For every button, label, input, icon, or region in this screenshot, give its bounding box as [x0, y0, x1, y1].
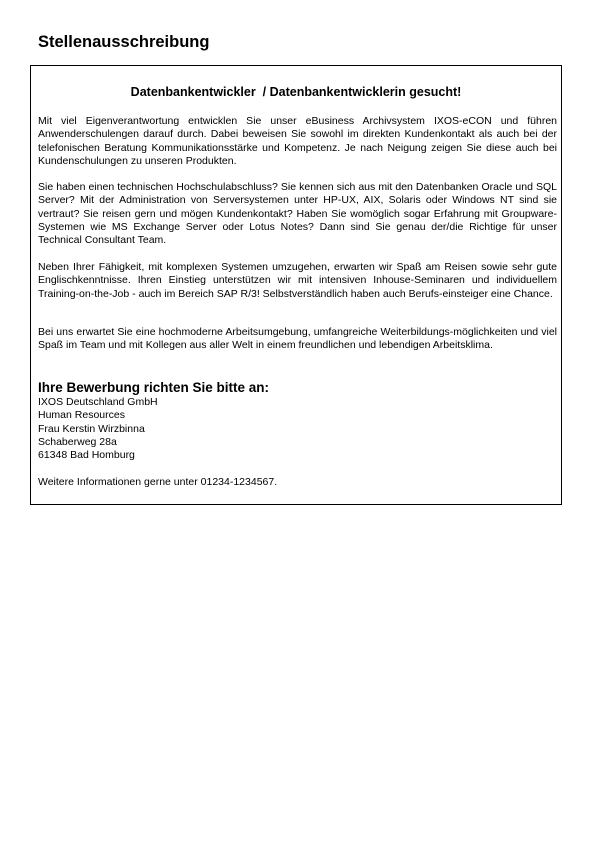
address-street: Schaberweg 28a — [38, 435, 117, 448]
address-city: 61348 Bad Homburg — [38, 449, 135, 462]
page-title: Stellenausschreibung — [38, 33, 210, 51]
paragraph-expectations: Neben Ihrer Fähigkeit, mit komplexen Systemen umzugehen, erwarten wir Spaß am Reisen sowie sehr gute Englischkenntnisse. Ihren Einstieg unterstützen wir mit intensiven Inhouse-Seminaren und individuellem Training-on-the-Job - auch im Bereich SAP R/3! Selbstverständlich haben auch Berufs-einsteiger eine Chance. — [38, 261, 557, 300]
application-address — [38, 396, 158, 462]
paragraph-responsibilities: Mit viel Eigenverantwortung entwicklen Sie unser eBusiness Archivsystem IXOS-eCON und führen Anwenderschulengen darauf durch. Dabei beweisen Sie sowohl im direkten Kundenkontakt als auch bei der telefonischen Beratung Kommunikationsstärke und Kompetenz. Je nach Neigung zeigen Sie diese auch bei Kundenschulungen zu unseren Produkten. — [38, 115, 557, 167]
contact-info-line: Weitere Informationen gerne unter 01234-1234567. — [38, 476, 278, 488]
application-heading: Ihre Bewerbung richten Sie bitte an: — [38, 380, 270, 395]
address-department: Human Resources — [38, 409, 125, 422]
address-company: IXOS Deutschland GmbH — [38, 396, 158, 408]
paragraph-requirements: Sie haben einen technischen Hochschulabschluss? Sie kennen sich aus mit den Datenbanken Oracle und SQL Server? Mit der Administration von Serversystemen unter HP-UX, AIX, Solaris oder Windows NT sind sie vertraut? Sie reisen gern und mögen Kundenkontakt? Haben Sie womöglich sogar Erfahrung mit Groupware-Systemen wie MS Exchange Server oder Lotus Notes? Dann sind Sie genau der/die Richtige für unser Technical Consultant Team. — [38, 181, 557, 247]
address-contact-person: Frau Kerstin Wirzbinna — [38, 422, 145, 435]
posting-heading: Datenbankentwickler / Datenbankentwicklerin gesucht! — [130, 85, 462, 99]
job-posting-box — [30, 65, 562, 505]
paragraph-offer: Bei uns erwartet Sie eine hochmoderne Arbeitsumgebung, umfangreiche Weiterbildungs-möglichkeiten und viel Spaß im Team und mit Kollegen aus aller Welt in einem freundlichen und lebendigen Arbeitsklima. — [38, 326, 557, 352]
